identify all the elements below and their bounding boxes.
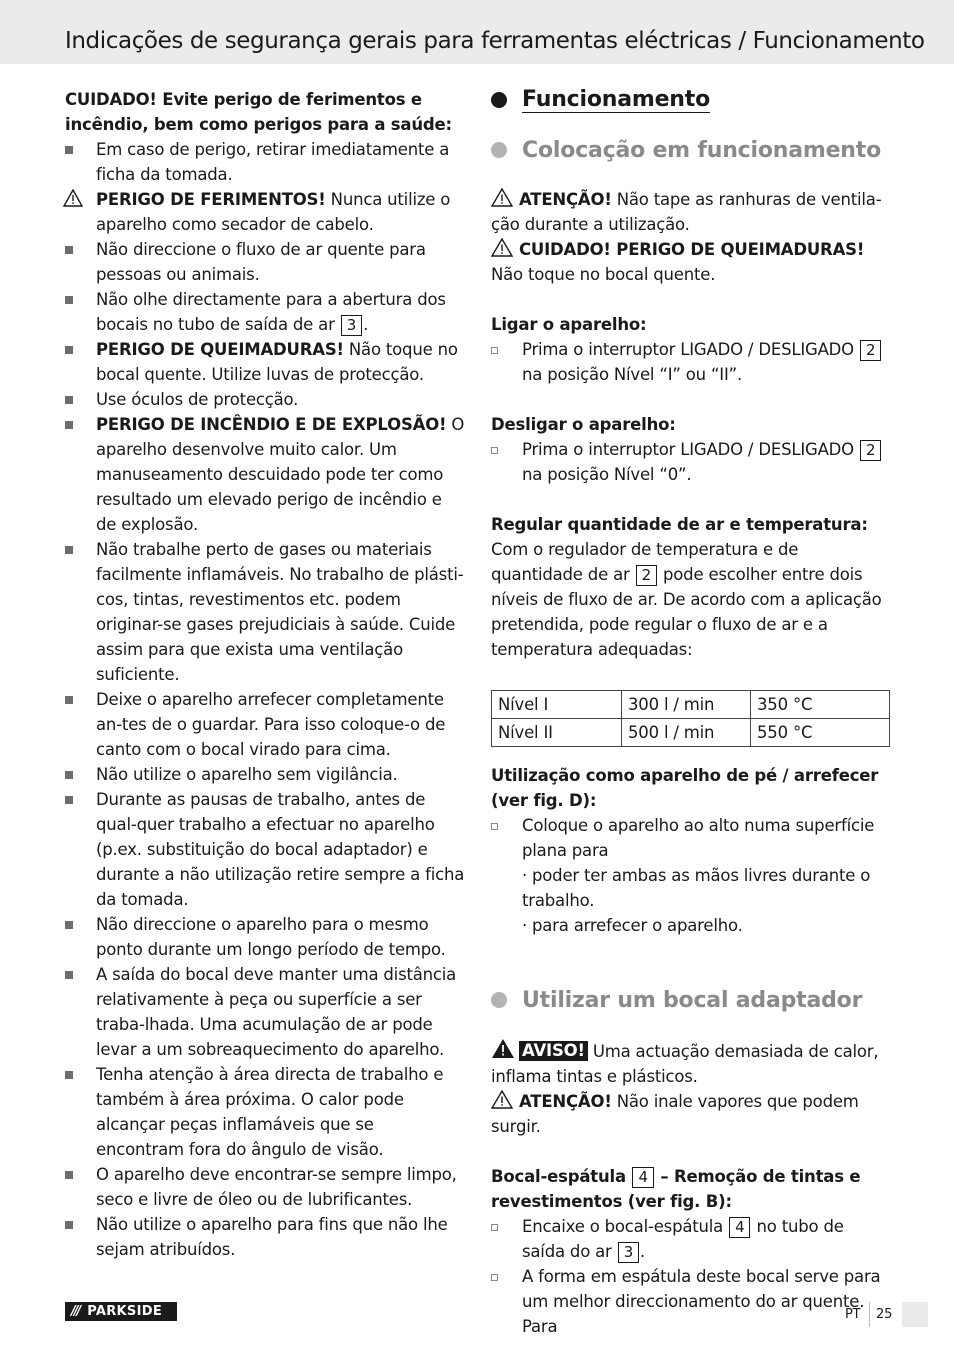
- bullet-dot-icon: [491, 142, 507, 158]
- table-cell: 550 °C: [751, 719, 890, 747]
- list-item: Deixe o aparelho arrefecer completamente an-tes de o guardar. Para isso coloque-o de canto com o bocal virado para cima.: [65, 687, 465, 762]
- list-item: Em caso de perigo, retirar imediatamente a ficha da tomada.: [65, 137, 465, 187]
- square-bullet-icon: [65, 246, 73, 254]
- square-bullet-icon: [65, 346, 73, 354]
- list-item: A forma em espátula deste bocal serve para um melhor direccionamento do ar quente. Para: [491, 1264, 891, 1339]
- page-number: 25: [876, 1307, 893, 1322]
- checkbox-bullet-icon: [491, 823, 498, 830]
- list-item: Use óculos de protecção.: [65, 387, 465, 412]
- attention-note: ATENÇÃO! Não inale vapores que podem surgir.: [491, 1092, 859, 1136]
- bullet-dot-icon: [491, 92, 507, 108]
- bullet-dot-icon: [491, 992, 507, 1008]
- list-item: Encaixe o bocal-espátula 4 no tubo de saída do ar 3 .: [491, 1214, 891, 1264]
- warning-triangle-icon: [491, 238, 513, 257]
- warning-triangle-icon: [491, 188, 513, 207]
- warning-triangle-filled-icon: [491, 1038, 515, 1059]
- square-bullet-icon: [65, 971, 73, 979]
- square-bullet-icon: [65, 421, 73, 429]
- warning-triangle-icon: [491, 1090, 513, 1109]
- list-item: Durante as pausas de trabalho, antes de qual-quer trabalho a efectuar no aparelho (p.ex. substituição do bocal adaptador) e durante a não utilização retire sempre a ficha da tomada.: [65, 787, 465, 912]
- airflow-table: [491, 690, 890, 747]
- section-heading-colocacao: Colocação em funcionamento: [491, 137, 891, 163]
- square-bullet-icon: [65, 1171, 73, 1179]
- checkbox-bullet-icon: [491, 1224, 498, 1231]
- page-title: Indicações de segurança gerais para ferramentas eléctricas / Funcionamento: [65, 28, 925, 54]
- part-ref: 2: [636, 565, 657, 586]
- list-item: A saída do bocal deve manter uma distância relativamente à peça ou superfície a ser traba-lhada. Uma acumulação de ar pode levar a um sobreaquecimento do aparelho.: [65, 962, 465, 1062]
- square-bullet-icon: [65, 1071, 73, 1079]
- list-item: Coloque o aparelho ao alto numa superfície plana para: [491, 813, 891, 863]
- part-ref: 4: [632, 1167, 653, 1188]
- section-heading-funcionamento: Funcionamento: [491, 87, 891, 113]
- square-bullet-icon: [65, 796, 73, 804]
- table-cell: 300 l / min: [622, 691, 751, 719]
- subheading-stand: Utilização como aparelho de pé / arrefecer (ver fig. D):: [491, 766, 879, 810]
- list-item: Não utilize o aparelho sem vigilância.: [65, 762, 465, 787]
- sub-item: · para arrefecer o aparelho.: [522, 916, 743, 935]
- table-row: [492, 691, 890, 719]
- part-ref: 4: [729, 1217, 750, 1238]
- checkbox-bullet-icon: [491, 1274, 498, 1281]
- subheading-regular: Regular quantidade de ar e temperatura:: [491, 515, 868, 534]
- subheading-desligar: Desligar o aparelho:: [491, 415, 676, 434]
- list-item: Prima o interruptor LIGADO / DESLIGADO 2 na posição Nível “I” ou “II”.: [491, 337, 891, 387]
- subheading-bocal-espatula: Bocal-espátula 4 – Remoção de tintas e revestimentos (ver fig. B):: [491, 1167, 861, 1211]
- sub-item: · poder ter ambas as mãos livres durante o trabalho.: [522, 866, 871, 910]
- language-code: PT: [845, 1307, 861, 1322]
- table-cell: Nível II: [492, 719, 622, 747]
- part-ref: 2: [860, 340, 881, 361]
- square-bullet-icon: [65, 546, 73, 554]
- list-item: O aparelho deve encontrar-se sempre limpo, seco e livre de óleo ou de lubrificantes.: [65, 1162, 465, 1212]
- right-column: [491, 87, 891, 1339]
- caution-intro: CUIDADO! Evite perigo de ferimentos e incêndio, bem como perigos para a saúde:: [65, 90, 452, 134]
- page-header: [0, 0, 954, 64]
- table-row: [492, 719, 890, 747]
- footer-tab: [902, 1302, 928, 1327]
- aviso-note: AVISO! Uma actuação demasiada de calor, inflama tintas e plásticos.: [491, 1038, 891, 1089]
- list-item: Não utilize o aparelho para fins que não lhe sejam atribuídos.: [65, 1212, 465, 1262]
- list-item: Não olhe directamente para a abertura dos bocais no tubo de saída de ar 3 .: [65, 287, 465, 337]
- list-item: Não direccione o fluxo de ar quente para pessoas ou animais.: [65, 237, 465, 287]
- list-item: Não trabalhe perto de gases ou materiais facilmente inflamáveis. No trabalho de plásti-cos, tintas, revestimentos etc. podem originar-se gases prejudiciais à saúde. Cuide assim para que exista uma ventilação suficiente.: [65, 537, 465, 687]
- list-item: PERIGO DE FERIMENTOS! Nunca utilize o aparelho como secador de cabelo.: [65, 187, 465, 237]
- table-cell: Nível I: [492, 691, 622, 719]
- footer-divider: [869, 1302, 870, 1327]
- list-item: Prima o interruptor LIGADO / DESLIGADO 2 na posição Nível “0”.: [491, 437, 891, 487]
- part-ref: 2: [860, 440, 881, 461]
- square-bullet-icon: [65, 146, 73, 154]
- regular-text: Com o regulador de temperatura e de quantidade de ar 2 pode escolher entre dois níveis de fluxo de ar. De acordo com a aplicação pretendida, pode regular o fluxo de ar e a temperatura adequadas:: [491, 540, 882, 659]
- warning-triangle-icon: [63, 189, 83, 207]
- list-item: Tenha atenção à área directa de trabalho e também à área próxima. O calor pode alcançar peças inflamáveis que se encontram fora do ângulo de visão.: [65, 1062, 465, 1162]
- square-bullet-icon: [65, 296, 73, 304]
- attention-note: ATENÇÃO! Não tape as ranhuras de ventila-ção durante a utilização.: [491, 190, 882, 234]
- checkbox-bullet-icon: [491, 447, 498, 454]
- parkside-logo: /// PARKSIDE: [65, 1302, 177, 1321]
- square-bullet-icon: [65, 396, 73, 404]
- square-bullet-icon: [65, 696, 73, 704]
- section-heading-bocal: Utilizar um bocal adaptador: [491, 987, 891, 1013]
- left-column: [65, 87, 465, 1262]
- caution-note: CUIDADO! PERIGO DE QUEIMADURAS!: [491, 237, 891, 262]
- aviso-label: AVISO!: [519, 1041, 588, 1061]
- list-item: Não direccione o aparelho para o mesmo ponto durante um longo período de tempo.: [65, 912, 465, 962]
- checkbox-bullet-icon: [491, 347, 498, 354]
- part-ref: 3: [341, 315, 362, 336]
- square-bullet-icon: [65, 771, 73, 779]
- list-item: PERIGO DE QUEIMADURAS! Não toque no bocal quente. Utilize luvas de protecção.: [65, 337, 465, 387]
- square-bullet-icon: [65, 1221, 73, 1229]
- caution-text: Não toque no bocal quente.: [491, 265, 716, 284]
- list-item: PERIGO DE INCÊNDIO E DE EXPLOSÃO! O aparelho desenvolve muito calor. Um manuseamento descuidado pode ter como resultado um elevado perigo de incêndio e de explosão.: [65, 412, 465, 537]
- table-cell: 350 °C: [751, 691, 890, 719]
- table-cell: 500 l / min: [622, 719, 751, 747]
- subheading-ligar: Ligar o aparelho:: [491, 315, 647, 334]
- square-bullet-icon: [65, 921, 73, 929]
- part-ref: 3: [618, 1242, 639, 1263]
